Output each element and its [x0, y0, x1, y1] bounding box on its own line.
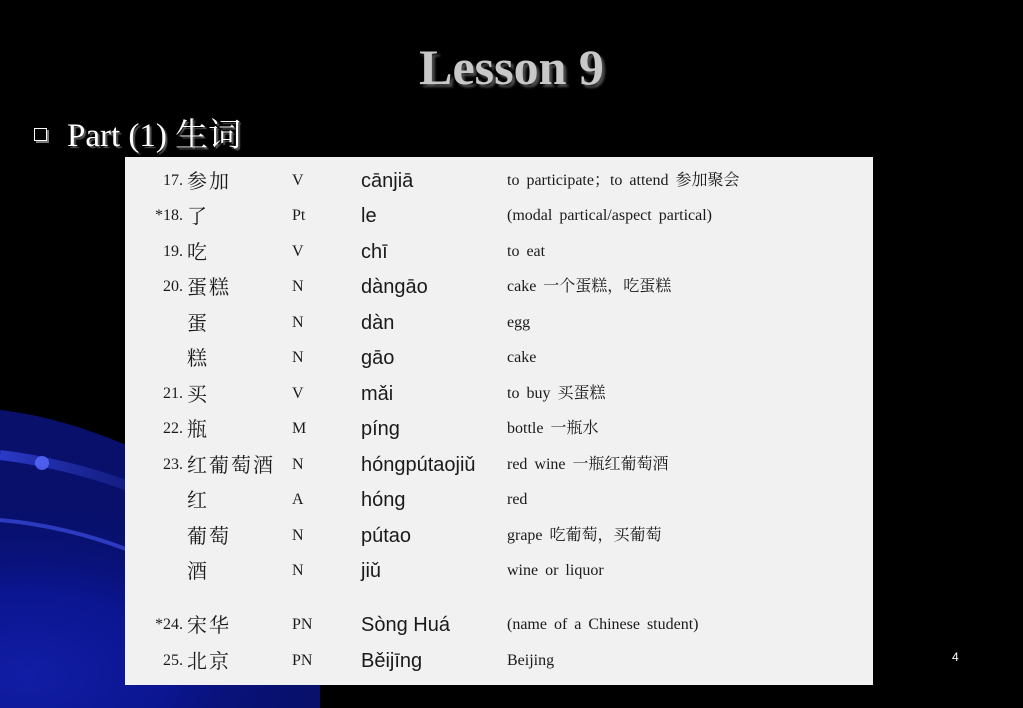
page-number: 4 [952, 650, 959, 664]
vocab-definition: red wine 一瓶红葡萄酒 [507, 456, 669, 473]
vocab-definition: red [507, 491, 528, 508]
vocab-part-of-speech: N [292, 527, 304, 544]
vocab-number: 20. [163, 278, 183, 295]
vocab-row [125, 235, 873, 269]
vocab-part-of-speech: V [292, 243, 304, 260]
vocab-part-of-speech: PN [292, 652, 313, 669]
vocab-definition: wine or liquor [507, 562, 604, 579]
vocab-part-of-speech: N [292, 456, 304, 473]
vocab-part-of-speech: N [292, 278, 304, 295]
vocab-part-of-speech: N [292, 349, 304, 366]
vocab-word: 蛋 [187, 311, 209, 335]
vocab-pinyin: chī [361, 241, 388, 263]
vocab-number: 25. [163, 652, 183, 669]
vocab-part-of-speech: M [292, 420, 307, 437]
vocab-part-of-speech: V [292, 385, 304, 402]
vocab-row [125, 644, 873, 678]
vocab-word: 北京 [187, 649, 231, 673]
vocab-word: 红 [187, 488, 209, 512]
vocab-pinyin: dàn [361, 312, 395, 334]
vocabulary-table-image [125, 157, 873, 685]
vocab-row [125, 306, 873, 340]
vocab-number: 21. [163, 385, 183, 402]
vocab-pinyin: píng [361, 418, 400, 440]
vocab-pinyin: hóng [361, 489, 406, 511]
vocab-word: 买 [187, 382, 209, 406]
vocab-pinyin: mǎi [361, 383, 394, 405]
vocab-word: 宋华 [187, 613, 231, 637]
vocab-word: 了 [187, 204, 209, 228]
vocab-pinyin: hóngpútaojiǔ [361, 454, 476, 476]
vocab-row [125, 412, 873, 446]
vocab-pinyin: cānjiā [361, 170, 414, 192]
vocab-word: 糕 [187, 346, 209, 370]
vocab-word: 瓶 [187, 417, 209, 441]
vocab-definition: to eat [507, 243, 546, 260]
vocab-definition: cake 一个蛋糕，吃蛋糕 [507, 278, 672, 295]
vocab-definition: egg [507, 314, 531, 331]
vocab-definition: (name of a Chinese student) [507, 616, 699, 633]
vocab-definition: (modal partical/aspect partical) [507, 207, 713, 224]
vocab-number [133, 519, 183, 553]
vocab-word: 葡萄 [187, 524, 231, 548]
vocab-part-of-speech: N [292, 314, 304, 331]
vocab-number: *24. [155, 616, 183, 633]
vocab-pinyin: gāo [361, 347, 395, 369]
vocab-pinyin: pútao [361, 525, 412, 547]
vocab-pinyin: Sòng Huá [361, 614, 450, 636]
vocab-word: 蛋糕 [187, 275, 231, 299]
vocab-pinyin: dàngāo [361, 276, 428, 298]
vocab-number: 19. [163, 243, 183, 260]
vocab-definition: Beijing [507, 652, 555, 669]
vocab-number: 23. [163, 456, 183, 473]
vocab-definition: to participate；to attend 参加聚会 [507, 172, 740, 189]
vocab-row [125, 341, 873, 375]
vocab-row [125, 164, 873, 198]
vocab-word: 红葡萄酒 [187, 453, 275, 477]
vocab-part-of-speech: N [292, 562, 304, 579]
vocab-row [125, 448, 873, 482]
vocab-number [133, 341, 183, 375]
vocab-part-of-speech: A [292, 491, 304, 508]
vocab-row [125, 483, 873, 517]
vocab-part-of-speech: Pt [292, 207, 306, 224]
vocab-number [133, 306, 183, 340]
slide-title: Lesson 9 [419, 39, 604, 95]
vocab-number: 22. [163, 420, 183, 437]
vocab-row [125, 199, 873, 233]
vocab-word: 参加 [187, 169, 231, 193]
vocab-row [125, 377, 873, 411]
vocab-part-of-speech: PN [292, 616, 313, 633]
vocab-number: 17. [163, 172, 183, 189]
vocab-number [133, 554, 183, 588]
vocab-number: *18. [155, 207, 183, 224]
vocab-word: 吃 [187, 240, 209, 264]
vocab-definition: bottle 一瓶水 [507, 420, 599, 437]
vocab-row [125, 608, 873, 642]
bullet-item [34, 110, 241, 154]
vocab-row [125, 270, 873, 304]
vocab-row [125, 519, 873, 553]
vocab-row [125, 554, 873, 588]
vocab-definition: grape 吃葡萄，买葡萄 [507, 527, 662, 544]
vocab-pinyin: le [361, 205, 377, 227]
vocab-pinyin: jiǔ [361, 560, 382, 582]
vocab-part-of-speech: V [292, 172, 304, 189]
bullet-text: Part (1) 生词 [67, 117, 242, 154]
square-bullet-icon [34, 128, 47, 141]
vocab-number [133, 483, 183, 517]
vocab-definition: cake [507, 349, 537, 366]
vocab-definition: to buy 买蛋糕 [507, 385, 606, 402]
vocab-pinyin: Běijīng [361, 650, 423, 672]
vocab-word: 酒 [187, 559, 209, 583]
